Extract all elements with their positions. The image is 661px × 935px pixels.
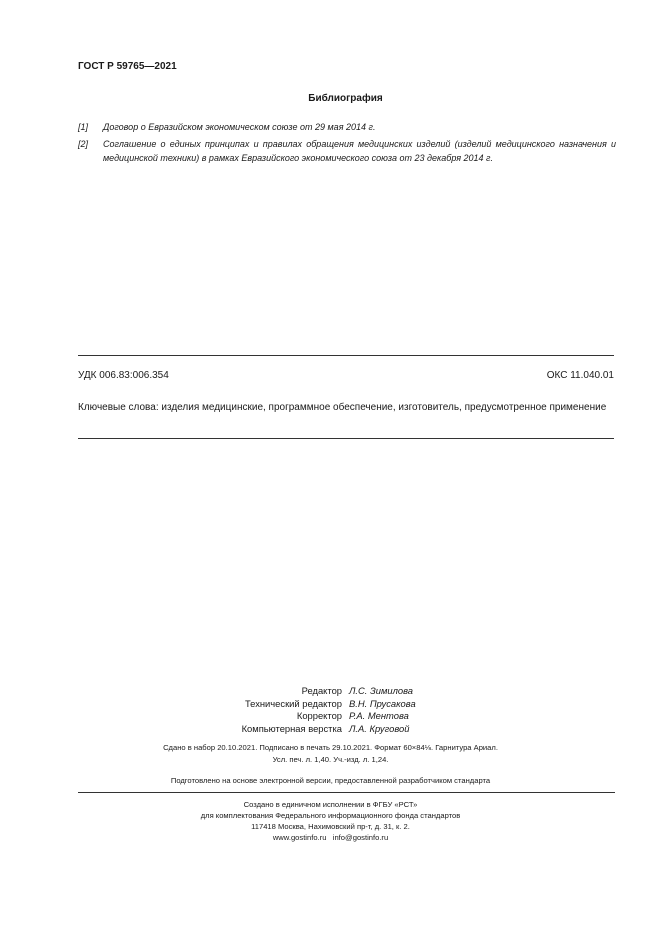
reference-text: Договор о Евразийском экономическом союзе от 29 мая 2014 г. (103, 122, 376, 132)
credits-block (0, 685, 661, 735)
reference-text: Соглашение о единых принципах и правилах обращения медицинских изделий (изделий медицинского назначения и медицинской техники) в рамках Евразийского экономического союза от 23 декабря 2014 г. (103, 139, 616, 163)
credit-line (0, 698, 661, 711)
credit-name: Р.А. Ментова (349, 710, 409, 721)
credit-line (0, 685, 661, 698)
credit-role: Корректор (296, 710, 342, 721)
keywords: Ключевые слова: изделия медицинские, программное обеспечение, изготовитель, предусмотренное применение (78, 402, 607, 413)
publication-details: Сдано в набор 20.10.2021. Подписано в печать 29.10.2021. Формат 60×84⅛. Гарнитура Ариал. (163, 743, 498, 752)
publisher-line: для комплектования Федерального информационного фонда стандартов (200, 811, 461, 820)
bibliography-title: Библиография (308, 93, 383, 104)
credit-role: Компьютерная верстка (241, 722, 342, 734)
prepared-note: Подготовлено на основе электронной версии, предоставленной разработчиком стандарта (170, 776, 491, 785)
publisher-line: Создано в единичном исполнении в ФГБУ «РСТ» (243, 800, 418, 809)
divider (78, 355, 614, 356)
credit-name: Л.С. Зимилова (349, 685, 414, 696)
publisher-block (0, 799, 661, 843)
publisher-web-link[interactable]: www.gostinfo.ru (272, 833, 327, 842)
reference-number: [1] (78, 122, 89, 132)
credit-line (0, 710, 661, 723)
standard-code-header: ГОСТ Р 59765—2021 (78, 61, 177, 72)
bibliography-reference (78, 121, 616, 135)
publisher-address: 117418 Москва, Нахимовский пр-т, д. 31, к. 2. (251, 822, 410, 831)
reference-number: [2] (78, 139, 89, 149)
udk-code: УДК 006.83:006.354 (78, 370, 169, 381)
bibliography-reference (78, 138, 616, 165)
oks-code: ОКС 11.040.01 (546, 370, 614, 381)
credit-name: Л.А. Круговой (349, 722, 410, 734)
publisher-email-link[interactable]: info@gostinfo.ru (332, 833, 389, 842)
credit-role: Технический редактор (244, 697, 342, 709)
divider (78, 438, 614, 439)
publisher-contacts (0, 832, 661, 843)
divider (78, 792, 615, 793)
credit-line (0, 723, 661, 736)
credit-name: В.Н. Прусакова (349, 697, 416, 709)
credit-role: Редактор (301, 685, 342, 696)
publication-sheets: Усл. печ. л. 1,40. Уч.-изд. л. 1,24. (272, 755, 389, 764)
